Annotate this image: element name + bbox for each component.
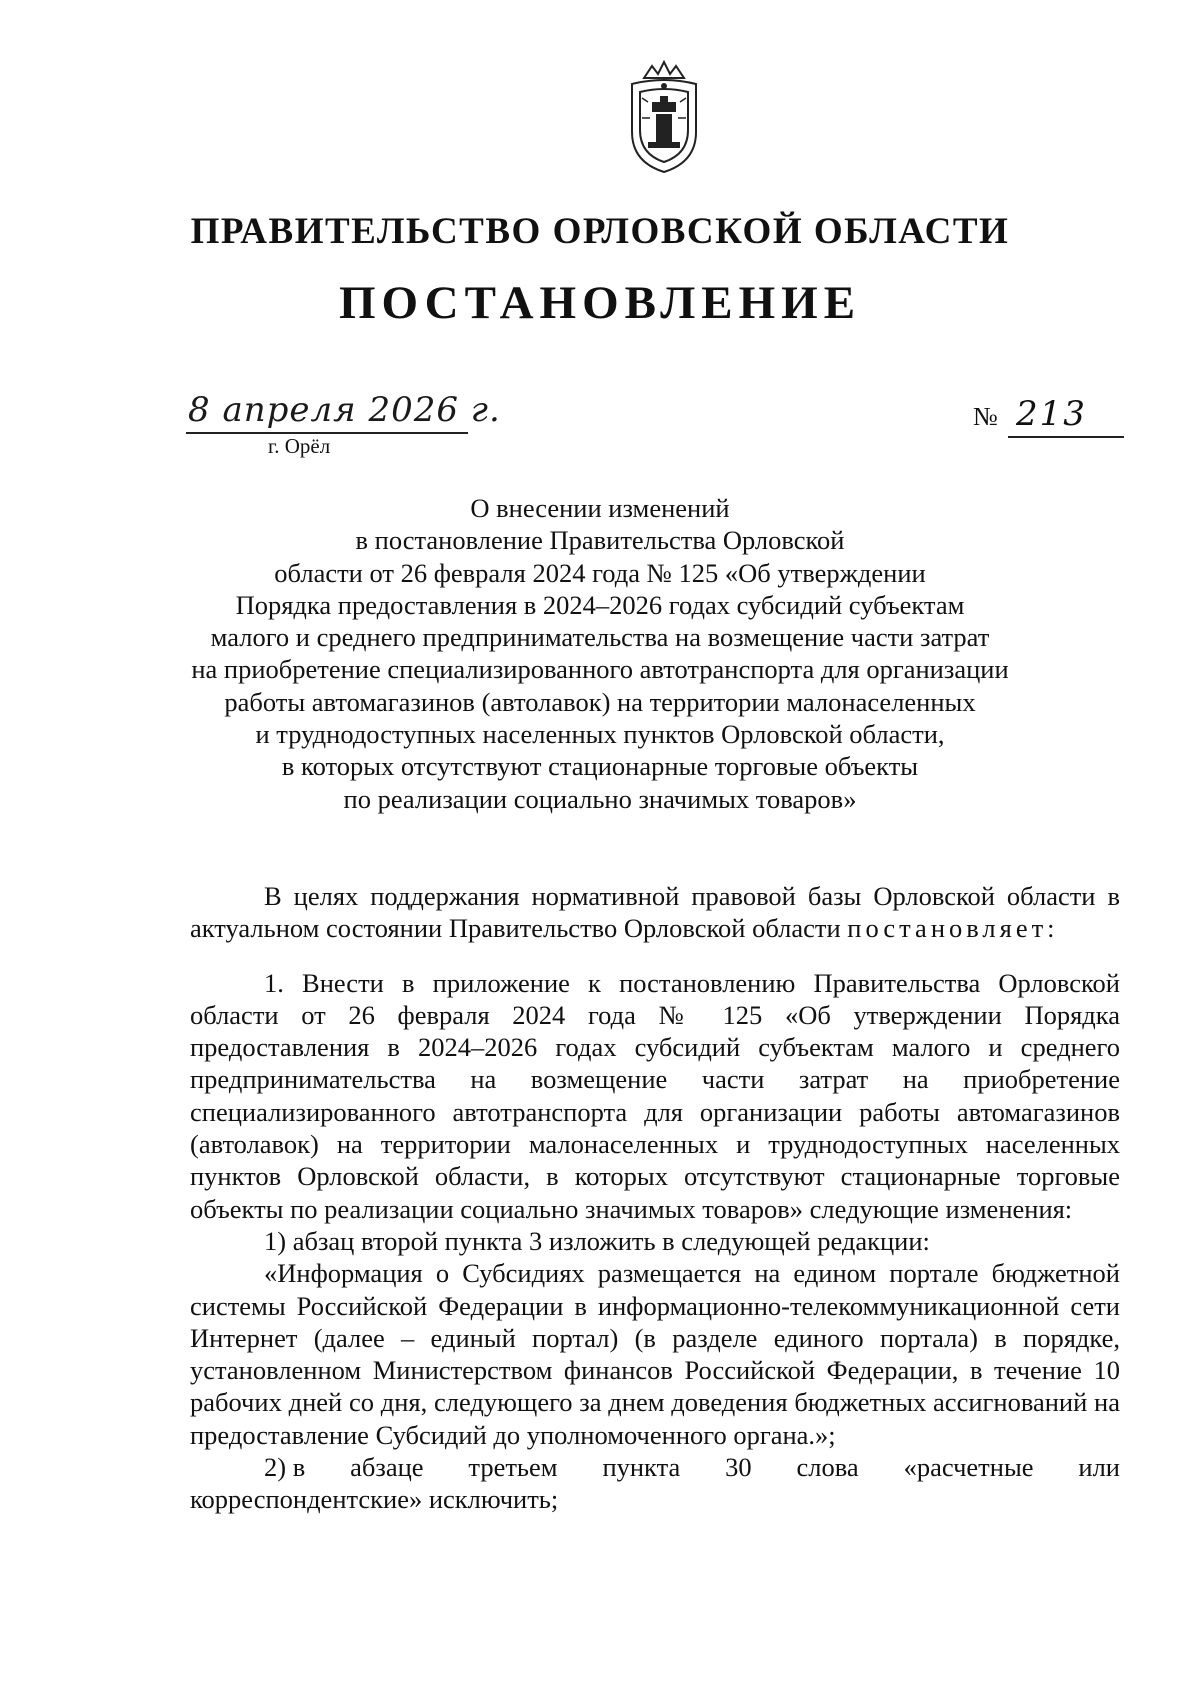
subitem-2-first-line xyxy=(190,1451,1120,1483)
subject-line: в постановление Правительства Орловской xyxy=(355,525,845,556)
subitem-2-word: или xyxy=(1078,1452,1120,1483)
subitem-2-word: слова xyxy=(796,1452,859,1483)
handwritten-number: 213 xyxy=(1008,392,1124,438)
subitem-1-paragraph: 1) абзац второй пункта 3 изложить в следующей редакции: xyxy=(264,1225,930,1256)
quoted-paragraph: «Информация о Субсидиях размещается на едином портале бюджетной системы Российской Федерации в информационно-телекоммуникационной сети Интернет (далее – единый портал) (в разделе единого портала) в порядке, установленном Министерством финансов Российской Федерации, в течение 10 рабочих дней со дня, следующего за днем доведения бюджетных ассигнований на предоставление Субсидий до уполномоченного органа.»; xyxy=(190,1258,1120,1450)
coat-of-arms-icon xyxy=(622,58,706,176)
subitem-2-word: «расчетные xyxy=(903,1452,1034,1483)
subitem-2-word: 30 xyxy=(725,1452,752,1483)
subitem-2-last-line: корреспондентские» исключить; xyxy=(190,1484,559,1515)
subitem-2-word: пункта xyxy=(602,1452,681,1483)
preamble-paragraph xyxy=(190,880,1120,945)
subject-line: на приобретение специализированного автотранспорта для организации xyxy=(191,654,1009,685)
subject-line: О внесении изменений xyxy=(470,493,730,523)
subject-line: области от 26 февраля 2024 года № 125 «Об утверждении xyxy=(274,557,926,588)
city-label: г. Орёл xyxy=(268,434,331,458)
preamble-keyword: постановляет: xyxy=(847,913,1059,944)
subitem-2-word: 2) в xyxy=(264,1452,306,1483)
document-body xyxy=(190,880,1120,1516)
handwritten-date: 8 апреля 2026 г. xyxy=(186,388,468,434)
item-1-paragraph: 1. Внести в приложение к постановлению Правительства Орловской области от 26 февраля 2024 года № 125 «Об утверждении Порядка предоставления в 2024–2026 годах субсидий субъектам малого и среднего предпринимательства на возмещение части затрат на приобретение специализированного автотранспорта для организации работы автомагазинов (автолавок) на территории малонаселенных и труднодоступных населенных пунктов Орловской области, в которых отсутствуют стационарные торговые объекты по реализации социально значимых товаров» следующие изменения: xyxy=(190,967,1120,1224)
subject-line: Порядка предоставления в 2024–2026 годах субсидий субъектам xyxy=(235,589,965,620)
preamble-text: В целях поддержания нормативной правовой базы Орловской области в актуальном состоянии Правительство Орловской области xyxy=(190,881,1120,944)
subitem-2-word: абзаце xyxy=(350,1452,424,1483)
government-title: ПРАВИТЕЛЬСТВО ОРЛОВСКОЙ ОБЛАСТИ xyxy=(190,211,1010,252)
subject-line: и труднодоступных населенных пунктов Орловской области, xyxy=(255,719,945,750)
subject-line: работы автомагазинов (автолавок) на территории малонаселенных xyxy=(224,686,976,717)
document-subject xyxy=(150,492,1050,815)
subject-line: в которых отсутствуют стационарные торговые объекты xyxy=(281,751,919,782)
subject-line: малого и среднего предпринимательства на возмещение части затрат xyxy=(210,622,990,653)
number-label: № xyxy=(973,402,998,431)
document-type-title: ПОСТАНОВЛЕНИЕ xyxy=(338,277,862,329)
subitem-2-word: третьем xyxy=(468,1452,558,1483)
subject-line: по реализации социально значимых товаров» xyxy=(343,783,857,814)
